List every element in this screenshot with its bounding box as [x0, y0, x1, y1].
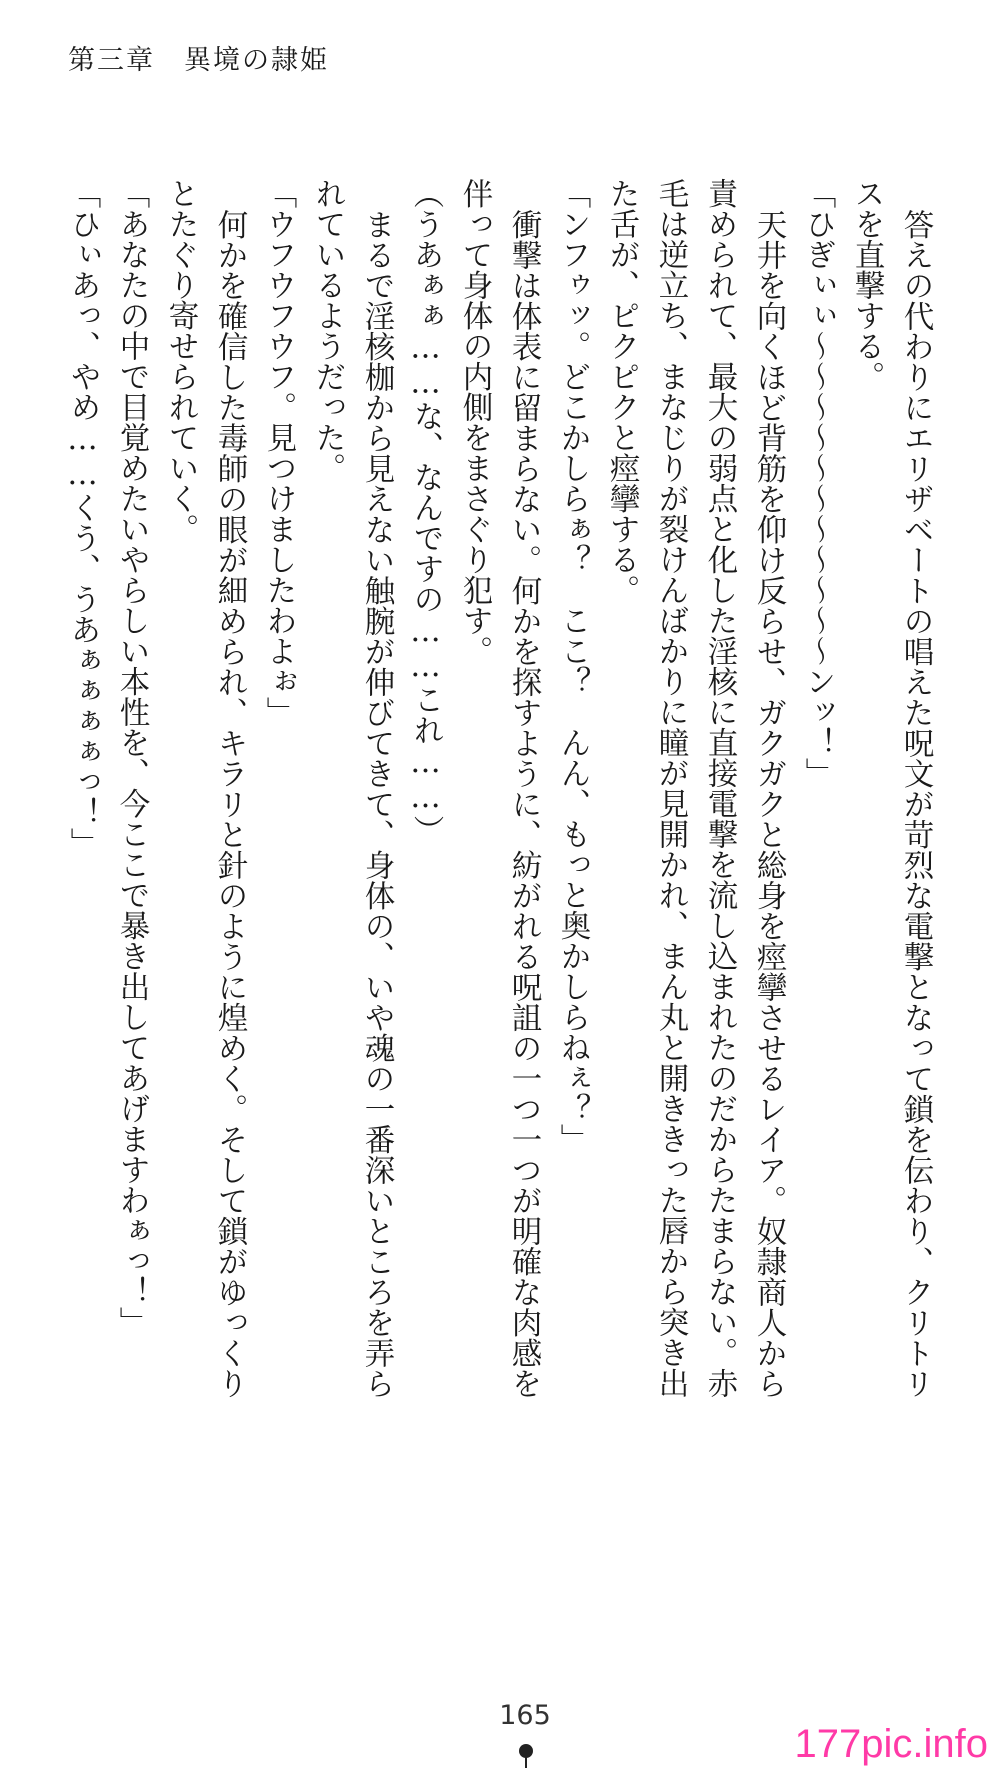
paragraph: 天井を向くほど背筋を仰け反らせ、ガクガクと総身を痙攣させるレイア。奴隷商人から	[751, 208, 786, 1398]
inner-thought-line: （うあぁぁ……な、なんですの……これ……）	[408, 178, 443, 846]
paragraph: た舌が、ピクピクと痙攣する。	[604, 178, 639, 605]
body-text	[58, 178, 940, 1478]
paragraph: 衝撃は体表に留まらない。何かを探すように、紡がれる呪詛の一つ一つが明確な肉感を	[506, 208, 541, 1398]
paragraph: とたぐり寄せられていく。	[163, 178, 198, 544]
page-number: 165	[499, 1700, 551, 1731]
chapter-title: 第三章 異境の隷姫	[68, 45, 329, 76]
dialogue-line: 「ひぎぃぃ〜〜〜〜〜〜〜〜〜〜〜ンッ！」	[800, 178, 835, 788]
paragraph: 答えの代わりにエリザベートの唱えた呪文が苛烈な電撃となって鎖を伝わり、クリトリ	[898, 208, 933, 1398]
paragraph: れているようだった。	[310, 178, 345, 483]
paragraph: 毛は逆立ち、まなじりが裂けんばかりに瞳が見開かれ、まん丸と開ききった唇から突き出	[653, 178, 688, 1398]
watermark-text: 177pic.info	[794, 1722, 988, 1766]
paragraph: 責められて、最大の弱点と化した淫核に直接電撃を流し込まれたのだからたまらない。赤	[702, 178, 737, 1398]
dialogue-line: 「あなたの中で目覚めたいやらしい本性を、今ここで暴き出してあげますわぁっ！」	[114, 178, 149, 1337]
paragraph: 何かを確信した毒師の眼が細められ、キラリと針のように煌めく。そして鎖がゆっくり	[212, 208, 247, 1398]
dialogue-line: 「ンフゥッ。どこかしらぁ？ ここ？ んん、もっと奥かしらねぇ？」	[555, 178, 590, 1154]
dialogue-line: 「ひぃあっ、やめ……くう、うあぁぁぁぁっ！」	[65, 178, 100, 858]
paragraph: 伴って身体の内側をまさぐり犯す。	[457, 178, 492, 666]
dialogue-line: 「ウフウフウフ。見つけましたわよぉ」	[261, 178, 296, 727]
paragraph: スを直撃する。	[849, 178, 884, 392]
paragraph: まるで淫核枷から見えない触腕が伸びてきて、身体の、いや魂の一番深いところを弄ら	[359, 208, 394, 1398]
footer-line-ornament	[525, 1756, 527, 1768]
